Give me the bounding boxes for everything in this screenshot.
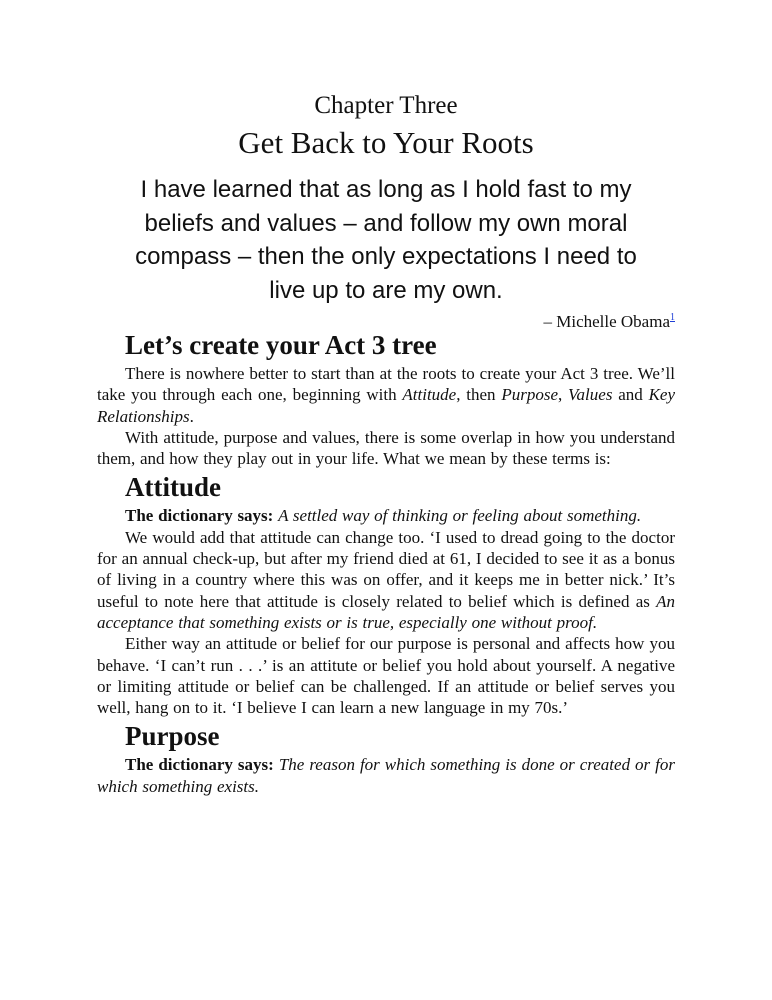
epigraph-line: I have learned that as long as I hold fast to my	[140, 176, 632, 203]
footnote-link[interactable]: 1	[670, 312, 675, 323]
definition-text: The reason for which something is done or created or for which something exists.	[97, 755, 676, 796]
definition-lead: The dictionary says:	[125, 506, 274, 526]
text-run: We would add that attitude can change too. ‘I used to dread going to the doctor for an annual check-up, but after my friend died at 61, I decided to see it as a bonus of living in a country where this was on offer, and it keeps me in better nick.’ It’s useful to note here that attitude is closely related to belief which is defined as	[97, 527, 675, 611]
epigraph-quote	[130, 173, 642, 307]
text-run: ,	[558, 385, 569, 405]
attribution-text: – Michelle Obama	[543, 312, 670, 331]
dictionary-definition	[97, 754, 675, 797]
epigraph-line: beliefs and values – and follow my own moral	[144, 209, 628, 237]
epigraph-line: live up to are my own.	[269, 276, 503, 304]
section-heading-create-tree: Let’s create your Act 3 tree	[125, 330, 437, 360]
text-run: and	[612, 385, 649, 405]
italic-term: Key Relationships	[97, 385, 676, 426]
paragraph	[97, 363, 675, 427]
italic-term: Values	[568, 385, 613, 405]
section-heading-attitude: Attitude	[125, 472, 221, 503]
epigraph-line: compass – then the only expectations I need to	[135, 243, 637, 270]
paragraph	[97, 527, 675, 633]
paragraph: With attitude, purpose and values, there is some overlap in how you understand them, and how they play out in your life. What we mean by these terms is:	[97, 427, 675, 469]
italic-term: Attitude	[402, 385, 457, 405]
italic-definition: An acceptance that something exists or is true, especially one without proof.	[97, 591, 675, 632]
paragraph: Either way an attitude or belief for our purpose is personal and affects how you behave. ‘I can’t run . . .’ is an attitute or belief you hold about yourself. A negative or limiting attitude or belief can be challenged. If an attitude or belief serves you well, hang on to it. ‘I believe I can learn a new language in my 70s.’	[97, 634, 675, 718]
section-heading-purpose: Purpose	[125, 721, 220, 752]
chapter-label: Chapter Three	[314, 92, 458, 119]
definition-lead: The dictionary says:	[125, 755, 274, 775]
body-text	[97, 327, 675, 797]
text-run: .	[189, 406, 194, 426]
italic-term: Purpose	[501, 385, 558, 405]
dictionary-definition	[97, 505, 675, 526]
text-run: There is nowhere better to start than at the roots to create your Act 3 tree. We’ll take you through each one, beginning with	[97, 364, 675, 405]
text-run: , then	[456, 385, 502, 405]
chapter-title: Get Back to Your Roots	[238, 125, 534, 160]
definition-text: A settled way of thinking or feeling about something.	[278, 506, 642, 526]
